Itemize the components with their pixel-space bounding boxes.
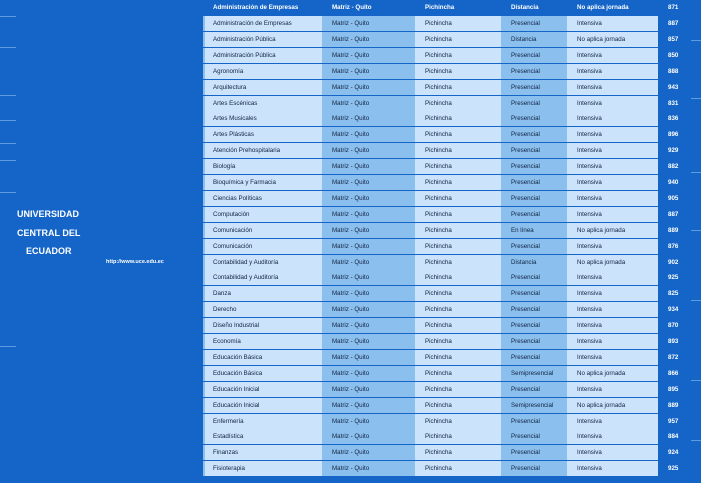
table-row	[203, 461, 691, 477]
divider	[691, 98, 701, 99]
table-row	[203, 366, 691, 382]
campus-cell: Matriz - Quito	[332, 306, 370, 314]
header-province-cell: Pichincha	[425, 4, 455, 11]
score-cell: 940	[658, 175, 691, 191]
schedule-cell: Intensiva	[577, 67, 602, 75]
score-cell: 882	[658, 159, 691, 175]
campus-cell: Matriz - Quito	[332, 258, 370, 266]
schedule-cell: Intensiva	[577, 163, 602, 171]
schedule-cell: Intensiva	[577, 290, 602, 298]
career-cell: Comunicación	[213, 242, 253, 250]
campus-cell: Matriz - Quito	[332, 353, 370, 361]
province-cell: Pichincha	[425, 449, 452, 457]
modality-cell: Presencial	[511, 353, 540, 361]
province-cell: Pichincha	[425, 385, 452, 393]
score-cell: 888	[658, 64, 691, 80]
career-cell: Contabilidad y Auditoría	[213, 258, 279, 266]
career-cell: Artes Plásticas	[213, 131, 254, 139]
campus-cell: Matriz - Quito	[332, 242, 370, 250]
modality-cell: Presencial	[511, 115, 540, 123]
career-cell: Danza	[213, 290, 231, 298]
score-cell: 876	[658, 239, 691, 255]
career-cell: Derecho	[213, 306, 237, 314]
campus-cell: Matriz - Quito	[332, 67, 370, 75]
modality-cell: Presencial	[511, 83, 540, 91]
score-cell: 889	[658, 398, 691, 414]
score-cell: 857	[658, 32, 691, 48]
schedule-cell: Intensiva	[577, 385, 602, 393]
career-cell: Educación Inicial	[213, 401, 260, 409]
campus-cell: Matriz - Quito	[332, 290, 370, 298]
province-cell: Pichincha	[425, 242, 452, 250]
schedule-cell: Intensiva	[577, 147, 602, 155]
career-cell: Diseño Industrial	[213, 322, 260, 330]
divider	[0, 95, 16, 96]
schedule-cell: Intensiva	[577, 338, 602, 345]
career-cell: Finanzas	[213, 449, 239, 457]
province-cell: Pichincha	[425, 465, 452, 473]
province-cell: Pichincha	[425, 210, 452, 218]
campus-cell: Matriz - Quito	[332, 210, 370, 218]
province-cell: Pichincha	[425, 194, 452, 202]
career-cell: Administración de Empresas	[213, 20, 292, 27]
score-cell: 850	[658, 48, 691, 64]
table-row	[203, 414, 691, 430]
header-modality-cell: Distancia	[511, 4, 539, 11]
province-cell: Pichincha	[425, 369, 452, 377]
career-cell: Computación	[213, 210, 250, 218]
province-cell: Pichincha	[425, 163, 452, 171]
career-cell: Bioquímica y Farmacia	[213, 179, 276, 186]
table-row	[203, 127, 691, 143]
career-cell: Agronomía	[213, 67, 244, 75]
modality-cell: Distancia	[511, 35, 537, 43]
province-cell: Pichincha	[425, 258, 452, 266]
schedule-cell: Intensiva	[577, 99, 602, 107]
modality-cell: Presencial	[511, 338, 540, 345]
province-cell: Pichincha	[425, 338, 452, 345]
campus-cell: Matriz - Quito	[332, 99, 370, 107]
divider	[691, 230, 701, 231]
schedule-cell: No aplica jornada	[577, 401, 626, 409]
province-cell: Pichincha	[425, 83, 452, 91]
divider	[691, 440, 701, 441]
campus-cell: Matriz - Quito	[332, 226, 370, 234]
province-cell: Pichincha	[425, 20, 452, 27]
campus-cell: Matriz - Quito	[332, 338, 370, 345]
campus-cell: Matriz - Quito	[332, 35, 370, 43]
table-row	[203, 382, 691, 398]
province-cell: Pichincha	[425, 433, 452, 441]
province-cell: Pichincha	[425, 179, 452, 186]
campus-cell: Matriz - Quito	[332, 322, 370, 330]
schedule-cell: Intensiva	[577, 433, 602, 441]
table-row	[203, 159, 691, 175]
province-cell: Pichincha	[425, 131, 452, 139]
campus-cell: Matriz - Quito	[332, 417, 370, 425]
score-cell: 943	[658, 80, 691, 96]
province-cell: Pichincha	[425, 306, 452, 314]
schedule-cell: No aplica jornada	[577, 369, 626, 377]
score-cell: 925	[658, 461, 691, 477]
score-cell: 934	[658, 302, 691, 318]
header-score-cell: 871	[658, 0, 691, 16]
score-cell: 831	[658, 96, 691, 112]
modality-cell: Presencial	[511, 242, 540, 250]
province-cell: Pichincha	[425, 322, 452, 330]
campus-cell: Matriz - Quito	[332, 51, 370, 59]
campus-cell: Matriz - Quito	[332, 194, 370, 202]
score-cell: 925	[658, 270, 691, 286]
province-cell: Pichincha	[425, 401, 452, 409]
table-header-row	[203, 0, 691, 16]
divider	[691, 172, 701, 173]
career-cell: Biología	[213, 163, 236, 171]
campus-cell: Matriz - Quito	[332, 131, 370, 139]
modality-cell: Semipresencial	[511, 401, 554, 409]
schedule-cell: No aplica jornada	[577, 35, 626, 43]
header-schedule-cell: No aplica jornada	[577, 4, 629, 11]
divider	[691, 40, 701, 41]
table-row	[203, 318, 691, 334]
career-cell: Administración Pública	[213, 35, 276, 43]
table-row	[203, 398, 691, 414]
modality-cell: Presencial	[511, 322, 540, 330]
divider	[691, 300, 701, 301]
score-cell: 887	[658, 207, 691, 223]
province-cell: Pichincha	[425, 115, 452, 123]
score-cell: 924	[658, 445, 691, 461]
table-row	[203, 445, 691, 461]
table-row	[203, 32, 691, 48]
university-line-3: ECUADOR	[26, 246, 72, 256]
score-cell: 870	[658, 318, 691, 334]
modality-cell: Presencial	[511, 210, 540, 218]
campus-cell: Matriz - Quito	[332, 369, 370, 377]
career-cell: Educación Básica	[213, 369, 263, 377]
score-cell: 929	[658, 143, 691, 159]
modality-cell: Presencial	[511, 131, 540, 139]
score-cell: 893	[658, 334, 691, 350]
score-cell: 887	[658, 16, 691, 32]
table-row	[203, 80, 691, 96]
table-row	[203, 96, 691, 112]
divider	[0, 346, 16, 347]
modality-cell: Presencial	[511, 385, 540, 393]
province-cell: Pichincha	[425, 99, 452, 107]
province-cell: Pichincha	[425, 35, 452, 43]
university-line-1: UNIVERSIDAD	[17, 209, 80, 219]
table-row	[203, 239, 691, 255]
table-row	[203, 48, 691, 64]
table-row	[203, 223, 691, 239]
modality-cell: Presencial	[511, 306, 540, 314]
province-cell: Pichincha	[425, 353, 452, 361]
schedule-cell: Intensiva	[577, 417, 602, 425]
career-cell: Economía	[213, 338, 241, 345]
table-row	[203, 350, 691, 366]
campus-cell: Matriz - Quito	[332, 274, 370, 282]
divider	[0, 192, 16, 193]
table-row	[203, 111, 691, 127]
header-campus-cell: Matriz - Quito	[332, 4, 372, 11]
schedule-cell: Intensiva	[577, 322, 602, 330]
campus-cell: Matriz - Quito	[332, 449, 370, 457]
career-cell: Administración Pública	[213, 51, 276, 59]
modality-cell: Presencial	[511, 51, 540, 59]
divider	[0, 160, 16, 161]
modality-cell: Presencial	[511, 67, 540, 75]
table-row	[203, 143, 691, 159]
schedule-cell: Intensiva	[577, 83, 602, 91]
schedule-cell: Intensiva	[577, 449, 602, 457]
table-row	[203, 64, 691, 80]
schedule-cell: Intensiva	[577, 20, 602, 27]
province-cell: Pichincha	[425, 147, 452, 155]
career-cell: Artes Escénicas	[213, 99, 258, 107]
divider	[0, 120, 16, 121]
score-cell: 866	[658, 366, 691, 382]
table-row	[203, 16, 691, 32]
score-cell: 884	[658, 429, 691, 445]
province-cell: Pichincha	[425, 417, 452, 425]
schedule-cell: Intensiva	[577, 51, 602, 59]
schedule-cell: Intensiva	[577, 242, 602, 250]
modality-cell: En línea	[511, 226, 534, 234]
left-panel	[0, 0, 203, 483]
score-cell: 896	[658, 127, 691, 143]
campus-cell: Matriz - Quito	[332, 20, 370, 27]
divider	[0, 16, 16, 17]
modality-cell: Presencial	[511, 449, 540, 457]
schedule-cell: Intensiva	[577, 353, 602, 361]
right-edge	[691, 0, 701, 483]
table-row	[203, 255, 691, 271]
schedule-cell: Intensiva	[577, 115, 602, 123]
modality-cell: Presencial	[511, 433, 540, 441]
campus-cell: Matriz - Quito	[332, 163, 370, 171]
university-line-2: CENTRAL DEL	[17, 227, 81, 238]
modality-cell: Presencial	[511, 20, 540, 27]
schedule-cell: Intensiva	[577, 179, 602, 186]
modality-cell: Presencial	[511, 290, 540, 298]
campus-cell: Matriz - Quito	[332, 385, 370, 393]
career-cell: Enfermería	[213, 417, 244, 425]
campus-cell: Matriz - Quito	[332, 401, 370, 409]
career-cell: Educación Inicial	[213, 385, 260, 393]
modality-cell: Presencial	[511, 465, 540, 473]
modality-cell: Distancia	[511, 258, 537, 266]
province-cell: Pichincha	[425, 226, 452, 234]
table-row	[203, 175, 691, 191]
campus-cell: Matriz - Quito	[332, 179, 370, 186]
modality-cell: Semipresencial	[511, 369, 554, 377]
score-cell: 957	[658, 414, 691, 430]
divider	[0, 143, 16, 144]
score-cell: 889	[658, 223, 691, 239]
career-cell: Comunicación	[213, 226, 253, 234]
career-cell: Contabilidad y Auditoría	[213, 274, 279, 282]
divider	[691, 380, 701, 381]
campus-cell: Matriz - Quito	[332, 83, 370, 91]
schedule-cell: No aplica jornada	[577, 258, 626, 266]
schedule-cell: Intensiva	[577, 131, 602, 139]
table-row	[203, 270, 691, 286]
score-cell: 825	[658, 286, 691, 302]
university-name	[17, 205, 80, 261]
career-cell: Atención Prehospitalaria	[213, 147, 281, 155]
careers-table	[203, 0, 691, 483]
score-cell: 895	[658, 382, 691, 398]
schedule-cell: Intensiva	[577, 194, 602, 202]
schedule-cell: Intensiva	[577, 210, 602, 218]
score-cell: 872	[658, 350, 691, 366]
career-cell: Arquitectura	[213, 83, 247, 91]
campus-cell: Matriz - Quito	[332, 115, 370, 123]
career-cell: Artes Musicales	[213, 115, 257, 123]
career-cell: Ciencias Políticas	[213, 194, 262, 202]
schedule-cell: No aplica jornada	[577, 226, 626, 234]
modality-cell: Presencial	[511, 147, 540, 155]
modality-cell: Presencial	[511, 99, 540, 107]
schedule-cell: Intensiva	[577, 306, 602, 314]
table-row	[203, 191, 691, 207]
schedule-cell: Intensiva	[577, 274, 602, 282]
table-row	[203, 286, 691, 302]
province-cell: Pichincha	[425, 290, 452, 298]
modality-cell: Presencial	[511, 163, 540, 171]
divider	[0, 47, 16, 48]
modality-cell: Presencial	[511, 417, 540, 425]
table-row	[203, 429, 691, 445]
modality-cell: Presencial	[511, 194, 540, 202]
table-row	[203, 207, 691, 223]
career-cell: Fisioterapia	[213, 465, 245, 473]
score-cell: 836	[658, 111, 691, 127]
table-row	[203, 334, 691, 350]
modality-cell: Presencial	[511, 179, 540, 186]
province-cell: Pichincha	[425, 51, 452, 59]
schedule-cell: Intensiva	[577, 465, 602, 473]
career-cell: Educación Básica	[213, 353, 263, 361]
campus-cell: Matriz - Quito	[332, 465, 370, 473]
campus-cell: Matriz - Quito	[332, 147, 370, 155]
header-career-cell: Administración de Empresas	[213, 4, 299, 11]
score-cell: 902	[658, 255, 691, 271]
province-cell: Pichincha	[425, 67, 452, 75]
modality-cell: Presencial	[511, 274, 540, 282]
table-row	[203, 302, 691, 318]
career-cell: Estadística	[213, 433, 244, 441]
score-cell: 905	[658, 191, 691, 207]
province-cell: Pichincha	[425, 274, 452, 282]
campus-cell: Matriz - Quito	[332, 433, 370, 441]
university-url[interactable]: http://www.uce.edu.ec	[106, 259, 164, 265]
